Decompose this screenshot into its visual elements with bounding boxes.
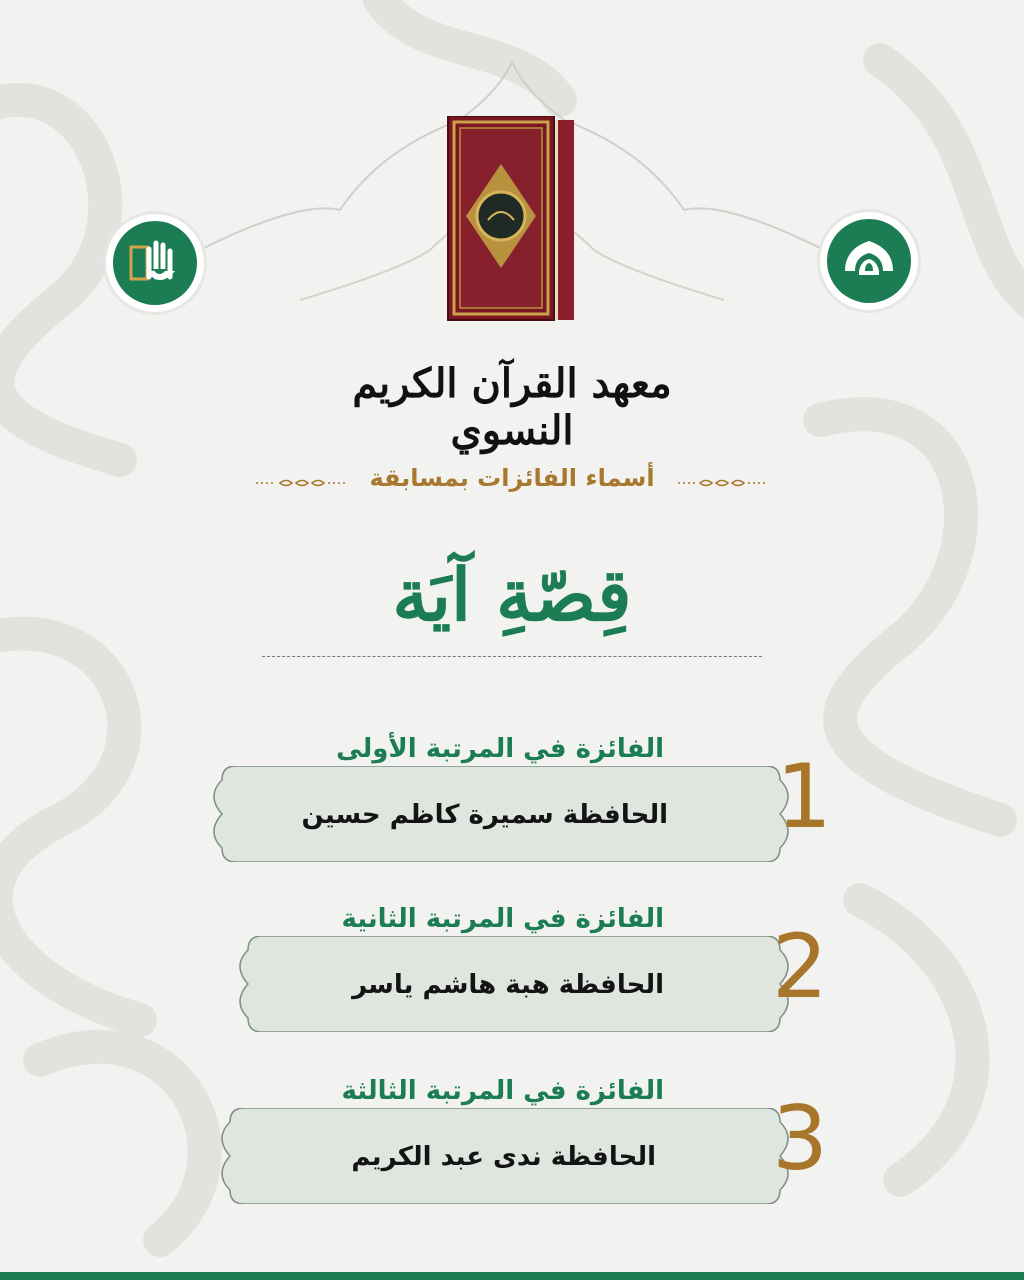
rank-number: 3	[772, 1087, 828, 1190]
name-plaque	[214, 1108, 796, 1204]
name-plaque	[232, 936, 796, 1032]
winner-name: الحافظة سميرة كاظم حسين	[301, 800, 668, 830]
rank-number: 1	[776, 745, 832, 848]
right-ornament	[678, 478, 768, 488]
winner-name: الحافظة هبة هاشم ياسر	[352, 970, 664, 1000]
place-label: الفائزة في المرتبة الثانية	[341, 904, 664, 934]
dome-mosque-icon	[839, 231, 899, 291]
competition-title: قِصّةِ آيَة	[392, 552, 632, 637]
quran-book-icon	[446, 116, 576, 324]
right-logo	[820, 212, 918, 310]
institute-name: معهد القرآن الكريم النسوي	[352, 360, 672, 454]
name-plaque	[206, 766, 796, 862]
bottom-bar	[0, 1272, 1024, 1280]
divider	[262, 656, 762, 657]
subtitle-row	[250, 460, 774, 504]
place-label: الفائزة في المرتبة الأولى	[336, 734, 664, 764]
winner-name: الحافظة ندى عبد الكريم	[351, 1142, 656, 1172]
subtitle: أسماء الفائزات بمسابقة	[369, 464, 655, 492]
left-logo	[106, 214, 204, 312]
place-label: الفائزة في المرتبة الثالثة	[341, 1076, 664, 1106]
hand-crescent-icon	[125, 233, 185, 293]
rank-number: 2	[772, 915, 828, 1018]
